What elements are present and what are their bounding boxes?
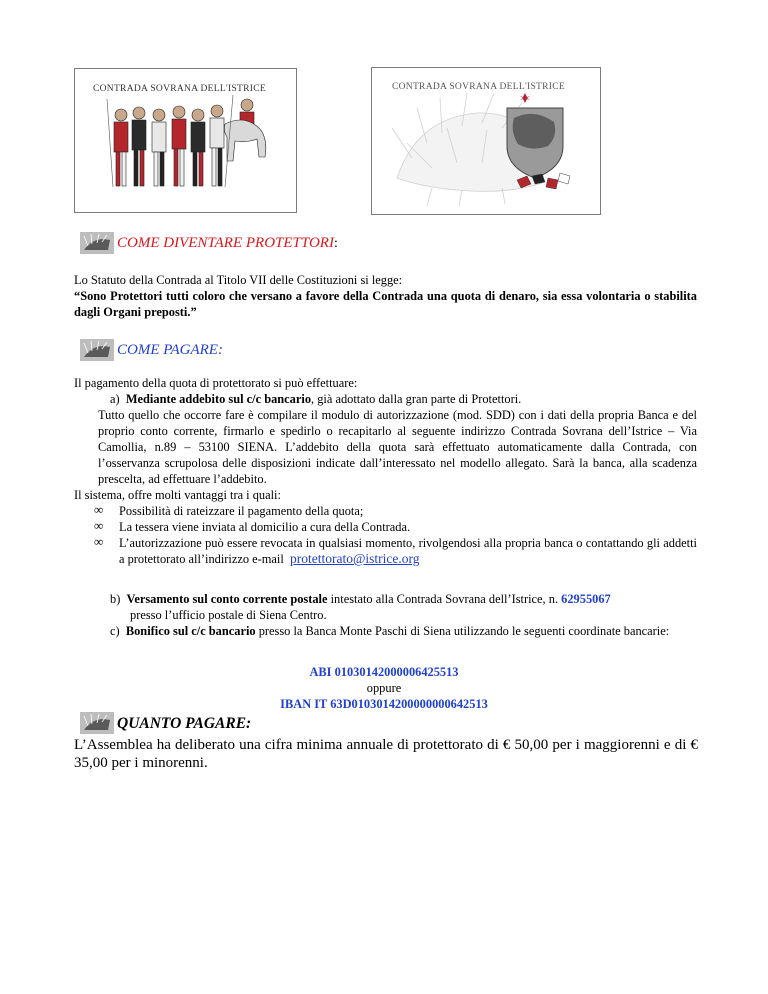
advantages-intro: Il sistema, offre molti vantaggi tra i quali: xyxy=(74,488,281,502)
email-link[interactable]: protettorato@istrice.org xyxy=(290,551,420,566)
left-image-caption: CONTRADA SOVRANA DELL'ISTRICE xyxy=(93,84,266,94)
infinity-bullet-icon: ∞ xyxy=(94,534,104,549)
advantage-item: Possibilità di rateizzare il pagamento della quota; xyxy=(119,504,364,518)
statute-intro: Lo Statuto della Contrada al Titolo VII delle Costituzioni si legge: xyxy=(74,273,403,287)
porcupine-emblem-icon xyxy=(80,232,114,254)
procession-figures-illustration xyxy=(75,69,297,213)
porcupine-emblem-icon xyxy=(80,339,114,361)
option-b-line2: presso l’ufficio postale di Siena Centro. xyxy=(130,608,327,622)
porcupine-emblem-icon xyxy=(80,712,114,734)
option-a-body: Tutto quello che occorre fare è compilare il modulo di autorizzazione (mod. SDD) con i dati della propria Banca e del proprio conto corrente, firmarlo e spedirlo o recapitarlo al seguente indirizzo Contrada Sovrana dell’Istrice – Via Camollia, n.89 – 53100 SIENA. L’addebito della quota sarà effettuato automaticamente dalla Contrada, con l’osservanza scrupolosa delle disposizioni indicate dall’interessato nel modello allegato. Sarà la banca, alla scadenza prescelta, ad effettuare l’addebito. xyxy=(98,408,697,486)
porcupine-illustration xyxy=(372,68,601,215)
advantage-item: La tessera viene inviata al domicilio a cura della Contrada. xyxy=(119,520,411,534)
oppure-text: oppure xyxy=(366,681,402,695)
abi-code: ABI 01030142000006425513 xyxy=(309,665,459,679)
statute-quote: “Sono Protettori tutti coloro che versano a favore della Contrada una quota di denaro, sia essa volontaria o stabilita dagli Organi preposti.” xyxy=(74,289,697,319)
porcupine-emblem-image xyxy=(371,67,601,215)
section-title: COME DIVENTARE PROTETTORI: xyxy=(117,235,338,251)
option-a: a) Mediante addebito sul c/c bancario, già adottato dalla gran parte di Protettori. xyxy=(110,392,522,406)
right-image-caption: CONTRADA SOVRANA DELL'ISTRICE xyxy=(392,82,565,92)
infinity-bullet-icon: ∞ xyxy=(94,518,104,533)
iban-code: IBAN IT 63D0103014200000000642513 xyxy=(280,697,488,711)
option-b: b) Versamento sul conto corrente postale intestato alla Contrada Sovrana dell’Istrice, n. 62955067 xyxy=(110,592,611,606)
advantage-item: L’autorizzazione può essere revocata in qualsiasi momento, rivolgendosi alla propria banca o contattando gli addetti a protettorato all’indirizzo e-mail protettorato@istrice.org xyxy=(119,536,697,566)
quota-amounts: L’Assemblea ha deliberato una cifra minima annuale di protettorato di € 50,00 per i maggiorenni e di € 35,00 per i minorenni. xyxy=(74,737,698,771)
infinity-bullet-icon: ∞ xyxy=(94,502,104,517)
payment-intro: Il pagamento della quota di protettorato si può effettuare: xyxy=(74,376,358,390)
section-title: COME PAGARE: xyxy=(117,342,223,358)
section-title: QUANTO PAGARE: xyxy=(117,715,252,732)
option-c: c) Bonifico sul c/c bancario presso la Banca Monte Paschi di Siena utilizzando le seguenti coordinate bancarie: xyxy=(110,624,670,638)
contrada-procession-image xyxy=(74,68,297,213)
postal-account-number: 62955067 xyxy=(561,592,611,606)
